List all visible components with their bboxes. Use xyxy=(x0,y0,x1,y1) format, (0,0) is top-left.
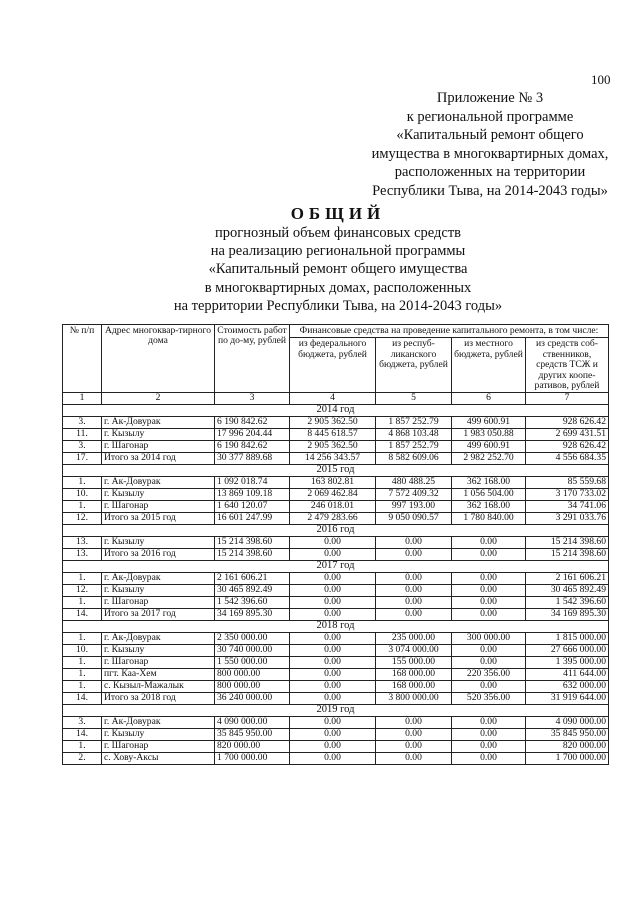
row-local: 220 356.00 xyxy=(452,668,526,680)
appendix-heading xyxy=(340,89,640,201)
row-republic: 9 050 090.57 xyxy=(376,512,452,524)
year-label: 2019 год xyxy=(63,704,609,716)
row-republic: 0.00 xyxy=(376,536,452,548)
row-local: 0.00 xyxy=(452,680,526,692)
row-address: г. Шагонар xyxy=(102,596,215,608)
row-own: 34 741.06 xyxy=(526,500,609,512)
table-row xyxy=(63,680,609,692)
row-federal: 0.00 xyxy=(290,536,376,548)
row-cost: 6 190 842.62 xyxy=(215,440,290,452)
row-address: г. Кызылу xyxy=(102,536,215,548)
row-number: 1. xyxy=(63,476,102,488)
table-row xyxy=(63,512,609,524)
row-address: г. Ак-Довурак xyxy=(102,476,215,488)
row-federal: 0.00 xyxy=(290,644,376,656)
row-address: с. Хову-Аксы xyxy=(102,752,215,764)
header-cost: Стоимость работ по до-му, рублей xyxy=(215,325,290,393)
row-cost: 1 092 018.74 xyxy=(215,476,290,488)
row-cost: 35 845 950.00 xyxy=(215,728,290,740)
column-number: 7 xyxy=(526,393,609,404)
row-address: Итого за 2017 год xyxy=(102,608,215,620)
row-own: 2 699 431.51 xyxy=(526,428,609,440)
row-own: 928 626.42 xyxy=(526,440,609,452)
header-address: Адрес многоквар-тирного дома xyxy=(102,325,215,393)
subtitle-line: «Капитальный ремонт общего имущества xyxy=(208,261,468,278)
row-number: 1. xyxy=(63,740,102,752)
row-cost: 30 740 000.00 xyxy=(215,644,290,656)
row-own: 15 214 398.60 xyxy=(526,548,609,560)
row-own: 4 556 684.35 xyxy=(526,452,609,464)
table-row xyxy=(63,500,609,512)
header-federal: из федерального бюджета, рублей xyxy=(290,338,376,393)
row-address: г. Кызылу xyxy=(102,728,215,740)
row-federal: 0.00 xyxy=(290,680,376,692)
row-federal: 14 256 343.57 xyxy=(290,452,376,464)
year-row xyxy=(63,620,609,632)
row-own: 2 161 606.21 xyxy=(526,572,609,584)
row-federal: 0.00 xyxy=(290,716,376,728)
row-cost: 800 000.00 xyxy=(215,680,290,692)
row-local: 1 983 050.88 xyxy=(452,428,526,440)
row-number: 3. xyxy=(63,440,102,452)
document-title: ОБЩИЙ xyxy=(290,204,386,223)
row-republic: 1 857 252.79 xyxy=(376,416,452,428)
column-number: 3 xyxy=(215,393,290,404)
row-federal: 0.00 xyxy=(290,692,376,704)
row-address: Итого за 2015 год xyxy=(102,512,215,524)
row-republic: 0.00 xyxy=(376,740,452,752)
row-own: 1 395 000.00 xyxy=(526,656,609,668)
row-federal: 246 018.01 xyxy=(290,500,376,512)
column-number: 4 xyxy=(290,393,376,404)
row-number: 13. xyxy=(63,548,102,560)
table-row xyxy=(63,608,609,620)
row-own: 632 000.00 xyxy=(526,680,609,692)
row-address: г. Кызылу xyxy=(102,644,215,656)
row-number: 14. xyxy=(63,608,102,620)
row-number: 17. xyxy=(63,452,102,464)
row-local: 0.00 xyxy=(452,596,526,608)
table-row xyxy=(63,740,609,752)
header-financing: Финансовые средства на проведение капитального ремонта, в том числе: xyxy=(290,325,609,338)
row-number: 13. xyxy=(63,536,102,548)
row-local: 499 600.91 xyxy=(452,416,526,428)
year-row xyxy=(63,404,609,416)
row-cost: 820 000.00 xyxy=(215,740,290,752)
row-number: 14. xyxy=(63,728,102,740)
appendix-line: Приложение № 3 xyxy=(436,90,544,106)
column-number: 6 xyxy=(452,393,526,404)
row-local: 1 780 840.00 xyxy=(452,512,526,524)
table-row xyxy=(63,548,609,560)
year-row xyxy=(63,464,609,476)
row-own: 820 000.00 xyxy=(526,740,609,752)
row-own: 27 666 000.00 xyxy=(526,644,609,656)
row-cost: 15 214 398.60 xyxy=(215,548,290,560)
row-local: 0.00 xyxy=(452,572,526,584)
appendix-line: «Капитальный ремонт общего xyxy=(396,127,584,144)
table-row xyxy=(63,752,609,764)
row-address: пгт. Каа-Хем xyxy=(102,668,215,680)
row-federal: 163 802.81 xyxy=(290,476,376,488)
row-federal: 0.00 xyxy=(290,584,376,596)
row-republic: 4 868 103.48 xyxy=(376,428,452,440)
table-row xyxy=(63,728,609,740)
row-local: 2 982 252.70 xyxy=(452,452,526,464)
row-local: 0.00 xyxy=(452,716,526,728)
year-label: 2017 год xyxy=(63,560,609,572)
row-address: Итого за 2016 год xyxy=(102,548,215,560)
subtitle-line: прогнозный объем финансовых средств xyxy=(214,225,462,241)
year-label: 2016 год xyxy=(63,524,609,536)
row-address: с. Кызыл-Мажалык xyxy=(102,680,215,692)
row-republic: 0.00 xyxy=(376,608,452,620)
row-republic: 0.00 xyxy=(376,548,452,560)
row-own: 411 644.00 xyxy=(526,668,609,680)
header-num: № п/п xyxy=(63,325,102,393)
row-republic: 0.00 xyxy=(376,584,452,596)
row-federal: 0.00 xyxy=(290,608,376,620)
year-row xyxy=(63,560,609,572)
row-local: 362 168.00 xyxy=(452,476,526,488)
row-own: 928 626.42 xyxy=(526,416,609,428)
header-own: из средств соб-ственников, средств ТСЖ и других коопе-ративов, рублей xyxy=(526,338,609,393)
column-number: 5 xyxy=(376,393,452,404)
row-own: 3 291 033.76 xyxy=(526,512,609,524)
row-federal: 0.00 xyxy=(290,728,376,740)
row-federal: 0.00 xyxy=(290,668,376,680)
appendix-line: имущества в многоквартирных домах, xyxy=(371,145,609,162)
row-local: 0.00 xyxy=(452,548,526,560)
row-cost: 36 240 000.00 xyxy=(215,692,290,704)
row-republic: 0.00 xyxy=(376,596,452,608)
row-number: 10. xyxy=(63,488,102,500)
row-republic: 168 000.00 xyxy=(376,680,452,692)
table-row xyxy=(63,692,609,704)
row-cost: 30 465 892.49 xyxy=(215,584,290,596)
row-local: 362 168.00 xyxy=(452,500,526,512)
header-republic: из респуб-ликанского бюджета, рублей xyxy=(376,338,452,393)
appendix-line: расположенных на территории xyxy=(394,164,586,181)
row-republic: 1 857 252.79 xyxy=(376,440,452,452)
year-label: 2014 год xyxy=(63,404,609,416)
row-cost: 800 000.00 xyxy=(215,668,290,680)
row-local: 0.00 xyxy=(452,656,526,668)
row-cost: 1 700 000.00 xyxy=(215,752,290,764)
row-own: 35 845 950.00 xyxy=(526,728,609,740)
row-own: 1 542 396.60 xyxy=(526,596,609,608)
row-cost: 16 601 247.99 xyxy=(215,512,290,524)
row-own: 15 214 398.60 xyxy=(526,536,609,548)
row-own: 31 919 644.00 xyxy=(526,692,609,704)
row-federal: 2 905 362.50 xyxy=(290,416,376,428)
row-cost: 17 996 204.44 xyxy=(215,428,290,440)
table-body xyxy=(63,404,609,764)
row-address: г. Шагонар xyxy=(102,440,215,452)
row-number: 1. xyxy=(63,500,102,512)
row-number: 10. xyxy=(63,644,102,656)
subtitle-line: на реализацию региональной программы xyxy=(210,243,466,260)
row-cost: 30 377 889.68 xyxy=(215,452,290,464)
row-own: 4 090 000.00 xyxy=(526,716,609,728)
row-republic: 8 582 609.06 xyxy=(376,452,452,464)
document-subtitle xyxy=(120,224,556,315)
row-federal: 0.00 xyxy=(290,656,376,668)
table-row xyxy=(63,536,609,548)
row-number: 1. xyxy=(63,656,102,668)
row-local: 0.00 xyxy=(452,752,526,764)
page-number: 100 xyxy=(591,72,611,87)
year-row xyxy=(63,704,609,716)
row-number: 11. xyxy=(63,428,102,440)
row-republic: 3 800 000.00 xyxy=(376,692,452,704)
row-address: г. Шагонар xyxy=(102,500,215,512)
row-own: 30 465 892.49 xyxy=(526,584,609,596)
row-cost: 2 350 000.00 xyxy=(215,632,290,644)
row-number: 12. xyxy=(63,584,102,596)
row-number: 12. xyxy=(63,512,102,524)
year-row xyxy=(63,524,609,536)
row-republic: 0.00 xyxy=(376,752,452,764)
column-number: 2 xyxy=(102,393,215,404)
subtitle-line: в многоквартирных домах, расположенных xyxy=(204,279,472,296)
row-republic: 997 193.00 xyxy=(376,500,452,512)
row-address: Итого за 2018 год xyxy=(102,692,215,704)
row-republic: 480 488.25 xyxy=(376,476,452,488)
appendix-line: Республики Тыва, на 2014-2043 годы» xyxy=(372,182,608,199)
row-local: 300 000.00 xyxy=(452,632,526,644)
row-local: 0.00 xyxy=(452,608,526,620)
row-cost: 1 542 396.60 xyxy=(215,596,290,608)
row-local: 0.00 xyxy=(452,584,526,596)
row-address: г. Ак-Довурак xyxy=(102,716,215,728)
row-address: Итого за 2014 год xyxy=(102,452,215,464)
table-row xyxy=(63,452,609,464)
financing-table xyxy=(62,324,609,765)
row-number: 3. xyxy=(63,716,102,728)
row-number: 1. xyxy=(63,572,102,584)
row-republic: 168 000.00 xyxy=(376,668,452,680)
table-row xyxy=(63,476,609,488)
appendix-line: к региональной программе xyxy=(406,108,574,125)
row-republic: 235 000.00 xyxy=(376,632,452,644)
row-federal: 2 905 362.50 xyxy=(290,440,376,452)
row-number: 1. xyxy=(63,680,102,692)
table-row xyxy=(63,596,609,608)
row-federal: 0.00 xyxy=(290,740,376,752)
header-local: из местного бюджета, рублей xyxy=(452,338,526,393)
table-row xyxy=(63,416,609,428)
subtitle-line: на территории Республики Тыва, на 2014-2043 годы» xyxy=(173,297,503,314)
table-row xyxy=(63,716,609,728)
row-local: 0.00 xyxy=(452,728,526,740)
table-row xyxy=(63,668,609,680)
row-number: 3. xyxy=(63,416,102,428)
row-address: г. Ак-Довурак xyxy=(102,572,215,584)
row-own: 1 700 000.00 xyxy=(526,752,609,764)
row-federal: 0.00 xyxy=(290,548,376,560)
row-federal: 8 445 618.57 xyxy=(290,428,376,440)
row-republic: 0.00 xyxy=(376,572,452,584)
row-cost: 6 190 842.62 xyxy=(215,416,290,428)
row-cost: 4 090 000.00 xyxy=(215,716,290,728)
year-label: 2018 год xyxy=(63,620,609,632)
row-address: г. Кызылу xyxy=(102,584,215,596)
row-number: 1. xyxy=(63,596,102,608)
row-local: 499 600.91 xyxy=(452,440,526,452)
row-own: 34 169 895.30 xyxy=(526,608,609,620)
table-row xyxy=(63,428,609,440)
row-number: 1. xyxy=(63,668,102,680)
row-address: г. Кызылу xyxy=(102,428,215,440)
row-federal: 0.00 xyxy=(290,572,376,584)
row-cost: 1 550 000.00 xyxy=(215,656,290,668)
row-local: 1 056 504.00 xyxy=(452,488,526,500)
row-address: г. Шагонар xyxy=(102,740,215,752)
table-row xyxy=(63,644,609,656)
row-local: 520 356.00 xyxy=(452,692,526,704)
row-republic: 155 000.00 xyxy=(376,656,452,668)
row-federal: 0.00 xyxy=(290,632,376,644)
column-number: 1 xyxy=(63,393,102,404)
table-row xyxy=(63,656,609,668)
row-own: 1 815 000.00 xyxy=(526,632,609,644)
row-federal: 0.00 xyxy=(290,752,376,764)
row-address: г. Кызылу xyxy=(102,488,215,500)
row-address: г. Шагонар xyxy=(102,656,215,668)
row-federal: 0.00 xyxy=(290,596,376,608)
row-address: г. Ак-Довурак xyxy=(102,416,215,428)
row-cost: 13 869 109.18 xyxy=(215,488,290,500)
row-republic: 0.00 xyxy=(376,728,452,740)
row-cost: 34 169 895.30 xyxy=(215,608,290,620)
row-number: 2. xyxy=(63,752,102,764)
row-local: 0.00 xyxy=(452,536,526,548)
table-row xyxy=(63,572,609,584)
table-row xyxy=(63,488,609,500)
row-republic: 7 572 409.32 xyxy=(376,488,452,500)
row-address: г. Ак-Довурак xyxy=(102,632,215,644)
row-own: 85 559.68 xyxy=(526,476,609,488)
year-label: 2015 год xyxy=(63,464,609,476)
row-number: 14. xyxy=(63,692,102,704)
row-republic: 0.00 xyxy=(376,716,452,728)
row-cost: 2 161 606.21 xyxy=(215,572,290,584)
table-row xyxy=(63,440,609,452)
row-cost: 1 640 120.07 xyxy=(215,500,290,512)
row-federal: 2 069 462.84 xyxy=(290,488,376,500)
row-local: 0.00 xyxy=(452,740,526,752)
row-own: 3 170 733.02 xyxy=(526,488,609,500)
table-row xyxy=(63,584,609,596)
row-cost: 15 214 398.60 xyxy=(215,536,290,548)
row-federal: 2 479 283.66 xyxy=(290,512,376,524)
row-republic: 3 074 000.00 xyxy=(376,644,452,656)
row-number: 1. xyxy=(63,632,102,644)
table-row xyxy=(63,632,609,644)
row-local: 0.00 xyxy=(452,644,526,656)
